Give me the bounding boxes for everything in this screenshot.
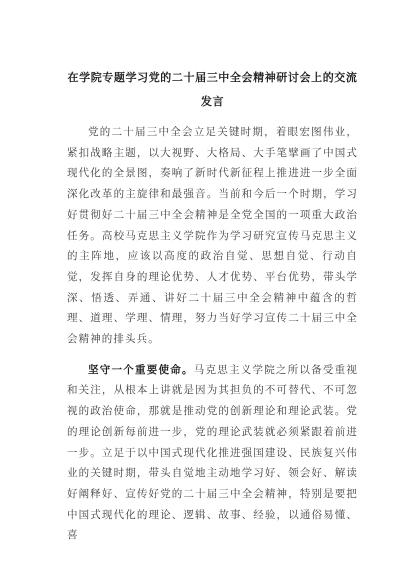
title-line-2: 发言 xyxy=(200,95,225,108)
paragraph-2-body: 马克思主义学院之所以备受重视和关注，从根本上讲就是因为其担负的不可替代、不可忽视的政治使命，那就是推动党的创新理论和理论武装。党的理论创新每前进一步，党的理论武装就必须紧跟着前进一步。立足于以中国式现代化推进强国建设、民族复兴伟业的关键时期，带头自觉地主动地学习好、领会好、解读好阐释好、宣传好党的二十届三中全会精神，特别是要把中国式现代化的理论、逻辑、故事、经验，以通俗易懂、喜 xyxy=(67,363,359,542)
paragraph-2-lead: 坚守一个重要使命。 xyxy=(88,363,194,376)
body-paragraph-1: 党的二十届三中全会立足关键时期，着眼宏图伟业，紧扣战略主题，以大视野、大格局、大手笔擘画了中国式现代化的全景图，奏响了新时代新征程上推进进一步全面深化改革的主旋律和最强音。当前和今后一个时期，学习好贯彻好二十届三中全会精神是全党全国的一项重大政治任务。高校马克思主义学院作为学习研究宣传马克思主义的主阵地，应该以高度的政治自觉、思想自觉、行动自觉，发挥自身的理论优势、人才优势、平台优势，带头学深、悟透、弄通、讲好二十届三中全会精神中蕴含的哲理、道理、学理、情理，努力当好学习宣传二十届三中全会精神的排头兵。 xyxy=(67,126,358,346)
title-line-1: 在学院专题学习党的二十届三中全会精神研讨会上的交流 xyxy=(67,71,358,84)
document-title xyxy=(67,66,358,114)
body-paragraph-2 xyxy=(67,360,358,546)
